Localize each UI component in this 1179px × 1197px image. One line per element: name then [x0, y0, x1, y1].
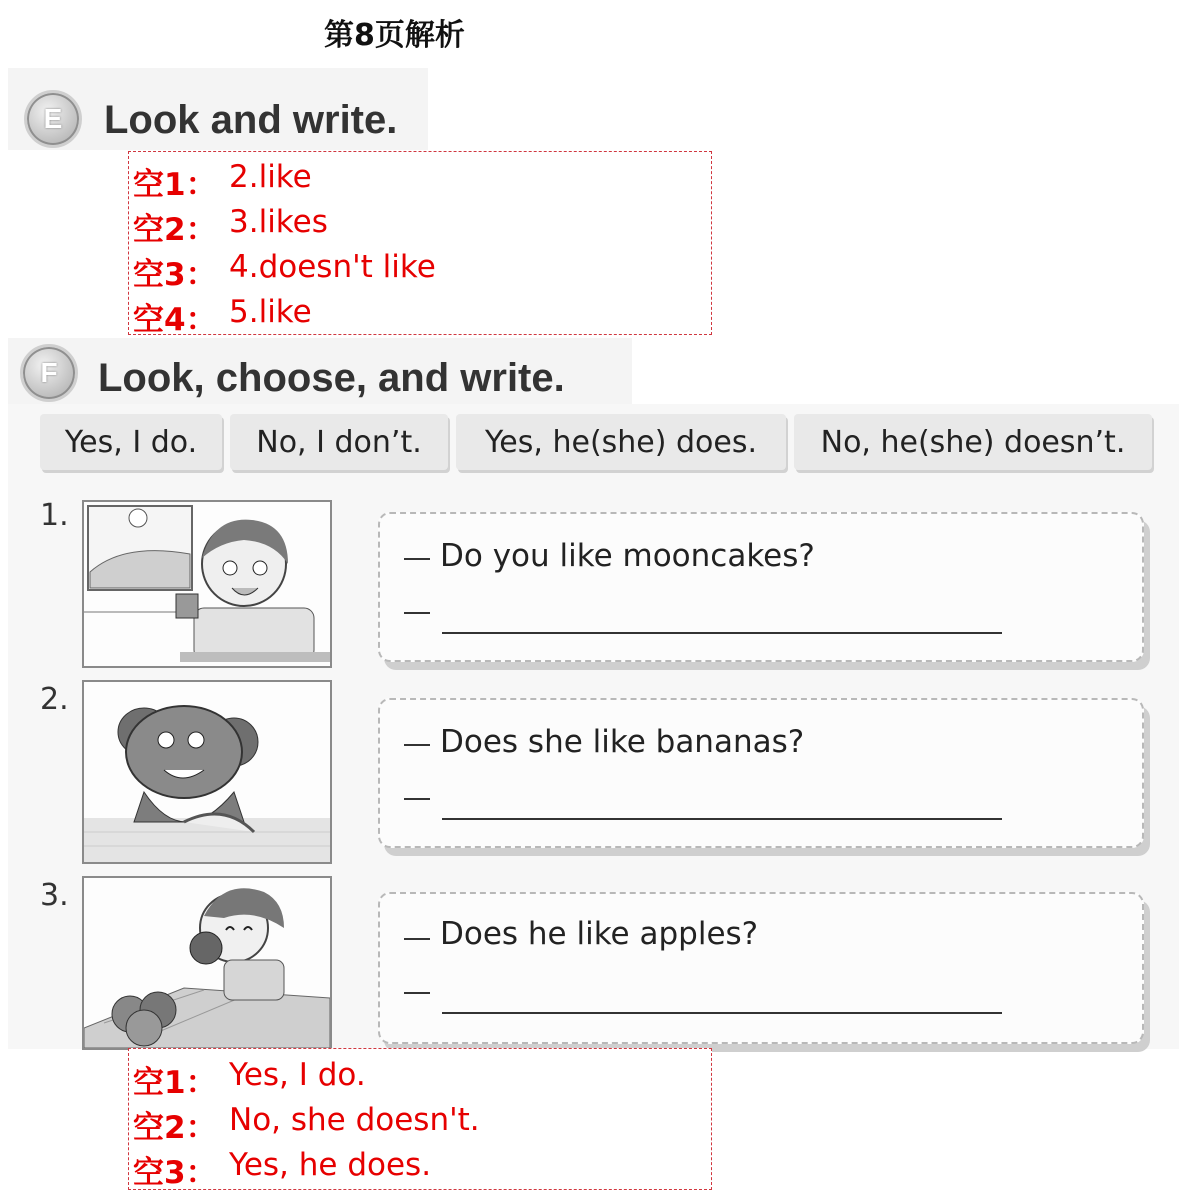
answer-blank: [442, 818, 1002, 820]
option-no-he-she-doesnt: No, he(she) doesn’t.: [794, 414, 1152, 470]
dash: [404, 992, 430, 994]
section-e-title: Look and write.: [104, 98, 398, 142]
dash: [404, 938, 430, 940]
section-e-header: [8, 68, 428, 150]
answer-line: 空2： 3.likes: [133, 204, 328, 248]
question-card: [378, 698, 1144, 848]
answer-line: 空2： No, she doesn't.: [133, 1102, 480, 1146]
section-e-badge: E: [24, 90, 82, 148]
mouse-eating-banana-image: [82, 680, 332, 864]
section-f-badge: F: [20, 344, 78, 402]
page-title: 第8页解析: [324, 18, 465, 53]
answer-line: 空4： 5.like: [133, 294, 312, 338]
answer-blank: [442, 1012, 1002, 1014]
answer-box-e: [128, 151, 712, 338]
option-yes-he-she-does: Yes, he(she) does.: [456, 414, 786, 470]
question-number: 1.: [40, 498, 69, 533]
dash: [404, 744, 430, 746]
question-number: 3.: [40, 878, 69, 913]
question-text: Does he like apples?: [440, 916, 759, 952]
question-text: Do you like mooncakes?: [440, 538, 815, 574]
answer-line: 空3： Yes, he does.: [133, 1147, 432, 1191]
dash: [404, 798, 430, 800]
boy-eating-apples-image: [82, 876, 332, 1050]
dash: [404, 612, 430, 614]
answer-blank: [442, 632, 1002, 634]
section-f-header: [8, 338, 632, 406]
question-text: Does she like bananas?: [440, 724, 805, 760]
answer-line: 空1： 2.like: [133, 159, 312, 203]
answer-box-f: [128, 1048, 712, 1190]
question-card: [378, 892, 1144, 1044]
option-yes-i-do: Yes, I do.: [40, 414, 222, 470]
answer-line: 空3： 4.doesn't like: [133, 249, 436, 293]
question-number: 2.: [40, 682, 69, 717]
option-no-i-dont: No, I don’t.: [230, 414, 448, 470]
girl-eating-mooncake-image: [82, 500, 332, 668]
section-f-title: Look, choose, and write.: [98, 356, 565, 400]
dash: [404, 558, 430, 560]
answer-line: 空1： Yes, I do.: [133, 1057, 366, 1101]
question-card: [378, 512, 1144, 662]
